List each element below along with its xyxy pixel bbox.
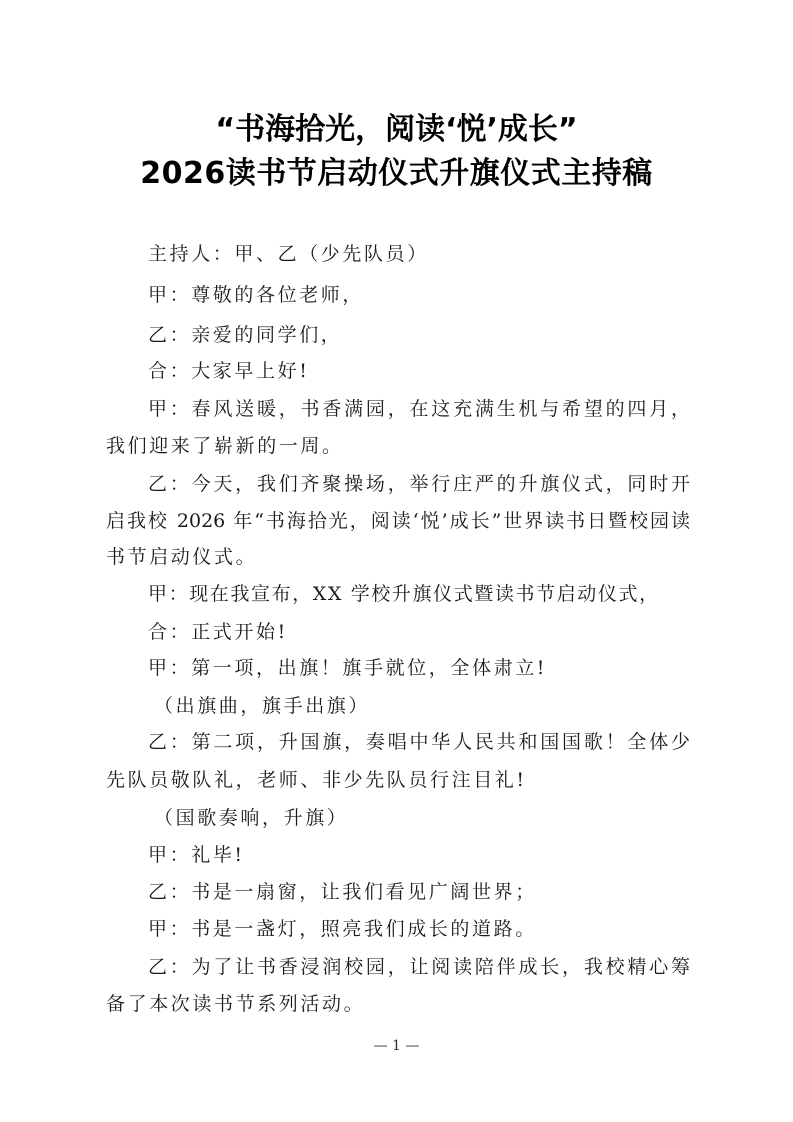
paragraph-line: 甲：礼毕!	[148, 844, 245, 866]
paragraph-line: 甲：春风送暖，书香满园，在这充满生机与希望的四月，	[148, 398, 690, 420]
title-line-2: 2026读书节启动仪式升旗仪式主持稿	[140, 156, 653, 191]
stage-direction: （国歌奏响，升旗）	[154, 807, 349, 829]
hosts-line: 主持人：甲、乙（少先队员）	[148, 243, 429, 265]
paragraph-line: 合：正式开始!	[148, 621, 288, 643]
paragraph-line: 先队员敬队礼，老师、非少先队员行注目礼!	[106, 769, 527, 791]
paragraph-line: 甲：尊敬的各位老师，	[148, 284, 365, 306]
stage-direction: （出旗曲，旗手出旗）	[154, 695, 371, 717]
paragraph-line: 甲：第一项，出旗！旗手就位，全体肃立!	[148, 657, 548, 679]
paragraph-line: 乙：第二项，升国旗，奏唱中华人民共和国国歌！全体少	[148, 731, 690, 753]
paragraph-line: 备了本次读书节系列活动。	[106, 993, 366, 1015]
title-line-1: “书海拾光，阅读‘悦’成长”	[215, 112, 578, 147]
page-number: — 1 —	[373, 1038, 420, 1054]
paragraph-line: 合：大家早上好!	[148, 360, 310, 382]
paragraph-line: 我们迎来了崭新的一周。	[106, 435, 344, 457]
paragraph-line: 启我校 2026 年“书海拾光，阅读‘悦’成长”世界读书日暨校园读	[106, 510, 690, 532]
paragraph-line: 书节启动仪式。	[106, 546, 258, 568]
paragraph-line: 甲：现在我宣布，XX 学校升旗仪式暨读书节启动仪式，	[148, 583, 660, 605]
paragraph-line: 乙：今天，我们齐聚操场，举行庄严的升旗仪式，同时开	[148, 473, 690, 495]
paragraph-line: 乙：为了让书香浸润校园，让阅读陪伴成长，我校精心筹	[148, 956, 690, 978]
paragraph-line: 乙：亲爱的同学们，	[148, 324, 343, 346]
paragraph-line: 甲：书是一盏灯，照亮我们成长的道路。	[148, 918, 537, 940]
paragraph-line: 乙：书是一扇窗，让我们看见广阔世界；	[148, 881, 537, 903]
